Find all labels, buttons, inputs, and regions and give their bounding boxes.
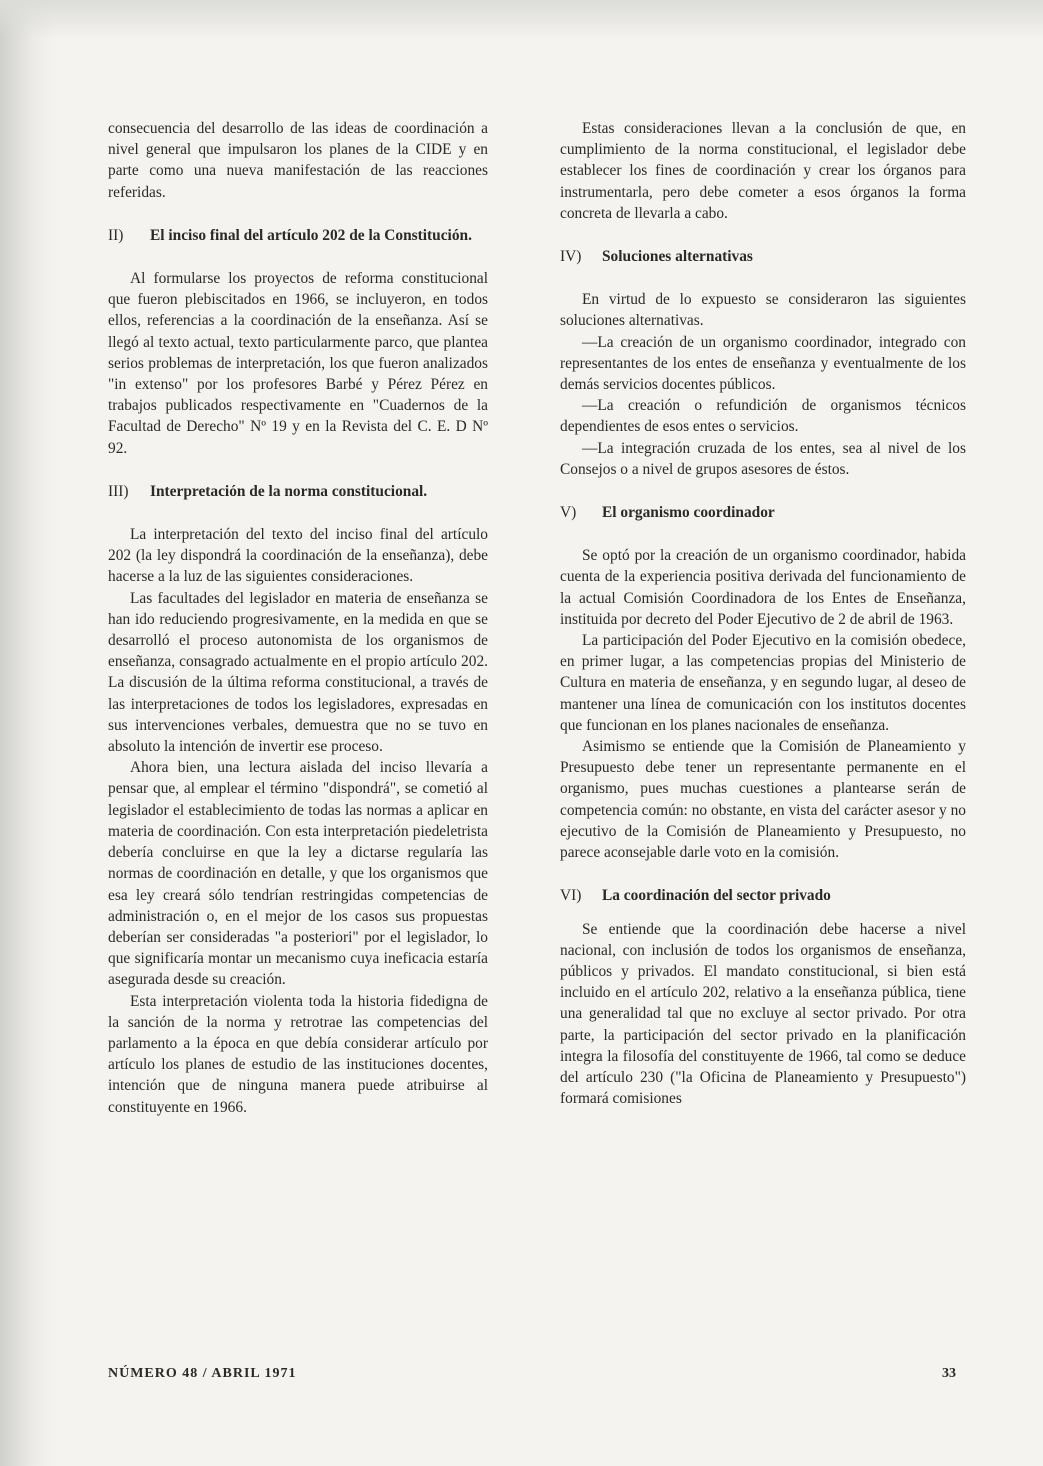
section-heading-2 [108, 225, 488, 246]
paragraph: Las facultades del legislador en materia de enseñanza se han ido reduciendo progresivamente, en la medida en que se desarrolló el proceso autonomista de los organismos de enseñanza, consagrado actualmente en el propio artículo 202. La discusión de la última reforma constitucional, a través de las interpretaciones de todos los legisladores, expresadas en sus intervenciones verbales, demuestra que no se tuvo en absoluto la intención de invertir ese proceso. [108, 589, 488, 756]
section-number: III) [108, 482, 129, 500]
section-number: IV) [560, 248, 582, 266]
left-column [108, 118, 488, 1118]
paragraph: Asimismo se entiende que la Comisión de Planeamiento y Presupuesto debe tener un representante permanente en el organismo, pues muchas cuestiones a plantearse serán de competencia común: no obstante, en vista del carácter asesor y no ejecutivo de la Comisión de Planeamiento y Presupuesto, no parece aconsejable darle voto en la comisión. [560, 738, 966, 862]
paragraph: Estas consideraciones llevan a la conclusión de que, en cumplimiento de la norma constitucional, el legislador debe establecer los fines de coordinación y crear los órganos para instrumentarla, pero debe cometer a esos órganos la forma concreta de llevarla a cabo. [560, 120, 966, 222]
section-heading-3 [108, 481, 488, 502]
paragraph: Al formularse los proyectos de reforma constitucional que fueron plebiscitados en 1966, se incluyeron, en todos ellos, referencias a la coordinación de la enseñanza. Así se llegó al texto actual, texto particularmente parco, que plantea serios problemas de interpretación, los que fueron analizados "in extenso" por los profesores Barbé y Pérez Pérez en trabajos publicados respectivamente en "Cuadernos de la Facultad de Derecho" Nº 19 y en la Revista del C. E. D Nº 92. [108, 270, 488, 457]
section-number: VI) [560, 887, 582, 905]
section-title: La coordinación del sector privado [602, 887, 831, 905]
right-column [560, 118, 966, 1109]
list-item: —La creación de un organismo coordinador, integrado con representantes de los entes de enseñanza y eventualmente de los demás servicios docentes públicos. [560, 333, 966, 394]
section-heading-4 [560, 246, 966, 267]
section-number: V) [560, 504, 577, 522]
page-number: 33 [942, 1366, 956, 1381]
paragraph: consecuencia del desarrollo de las ideas de coordinación a nivel general que impulsaron los planes de la CIDE y en parte como una nueva manifestación de las reacciones referidas. [108, 120, 488, 201]
list-item: —La integración cruzada de los entes, sea al nivel de los Consejos o a nivel de grupos asesores de éstos. [560, 439, 966, 478]
scan-edge-shadow [0, 0, 55, 1466]
paragraph: Se optó por la creación de un organismo coordinador, habida cuenta de la experiencia positiva derivada del funcionamiento de la actual Comisión Coordinadora de los Entes de Enseñanza, instituida por decreto del Poder Ejecutivo de 2 de abril de 1963. [560, 547, 966, 628]
paragraph: La interpretación del texto del inciso final del artículo 202 (la ley dispondrá la coordinación de la enseñanza), debe hacerse a la luz de las siguientes consideraciones. [108, 526, 488, 586]
paragraph: Se entiende que la coordinación debe hacerse a nivel nacional, con inclusión de todos los organismos de enseñanza, públicos y privados. El mandato constitucional, si bien está incluido en el artículo 202, relativo a la enseñanza pública, tiene una generalidad tal que no excluye al sector privado. Por otra parte, la participación del sector privado en la planificación integra la filosofía del constituyente de 1966, tal como se deduce del artículo 230 ("la Oficina de Planeamiento y Presupuesto") formará comisiones [560, 920, 966, 1108]
section-heading-6 [560, 885, 966, 906]
section-title: Soluciones alternativas [602, 248, 753, 266]
section-title: El inciso final del artículo 202 de la Constitución. [150, 226, 472, 244]
list-item: —La creación o refundición de organismos técnicos dependientes de esos entes o servicios. [560, 397, 966, 436]
paragraph: En virtud de lo expuesto se consideraron las siguientes soluciones alternativas. [560, 291, 966, 330]
section-title: Interpretación de la norma constitucional. [150, 482, 428, 500]
section-heading-5 [560, 502, 966, 523]
issue-footer: NÚMERO 48 / ABRIL 1971 [108, 1366, 297, 1381]
paragraph: Esta interpretación violenta toda la historia fidedigna de la sanción de la norma y retrotrae las competencias del parlamento a la época en que debía considerar artículo por artículo los planes de estudio de las instituciones docentes, intención que de ninguna manera puede atribuirse al constituyente en 1966. [108, 992, 488, 1116]
scan-top-shadow [0, 0, 1043, 40]
paragraph: Ahora bien, una lectura aislada del inciso llevaría a pensar que, al emplear el término "dispondrá", se cometió al legislador el establecimiento de todas las normas a aplicar en materia de coordinación. Con esta interpretación piedeletrista debería concluirse en que la ley a dictarse regularía las normas de coordinación en detalle, y que los organismos que esa ley creará sólo tendrían restringidas competencias de administración o, en el mejor de los casos sus propuestas deberían ser consideradas "a posteriori" por el legislador, lo que significaría montar un mecanismo cuya ineficacia estaría asegurada desde su creación. [108, 759, 488, 989]
section-title: El organismo coordinador [602, 504, 775, 522]
paragraph: La participación del Poder Ejecutivo en la comisión obedece, en primer lugar, a las competencias propias del Ministerio de Cultura en materia de enseñanza, y en segundo lugar, al deseo de mantener una línea de comunicación con los institutos docentes que funcionan en los planes nacionales de enseñanza. [560, 632, 966, 734]
section-number: II) [108, 226, 124, 244]
